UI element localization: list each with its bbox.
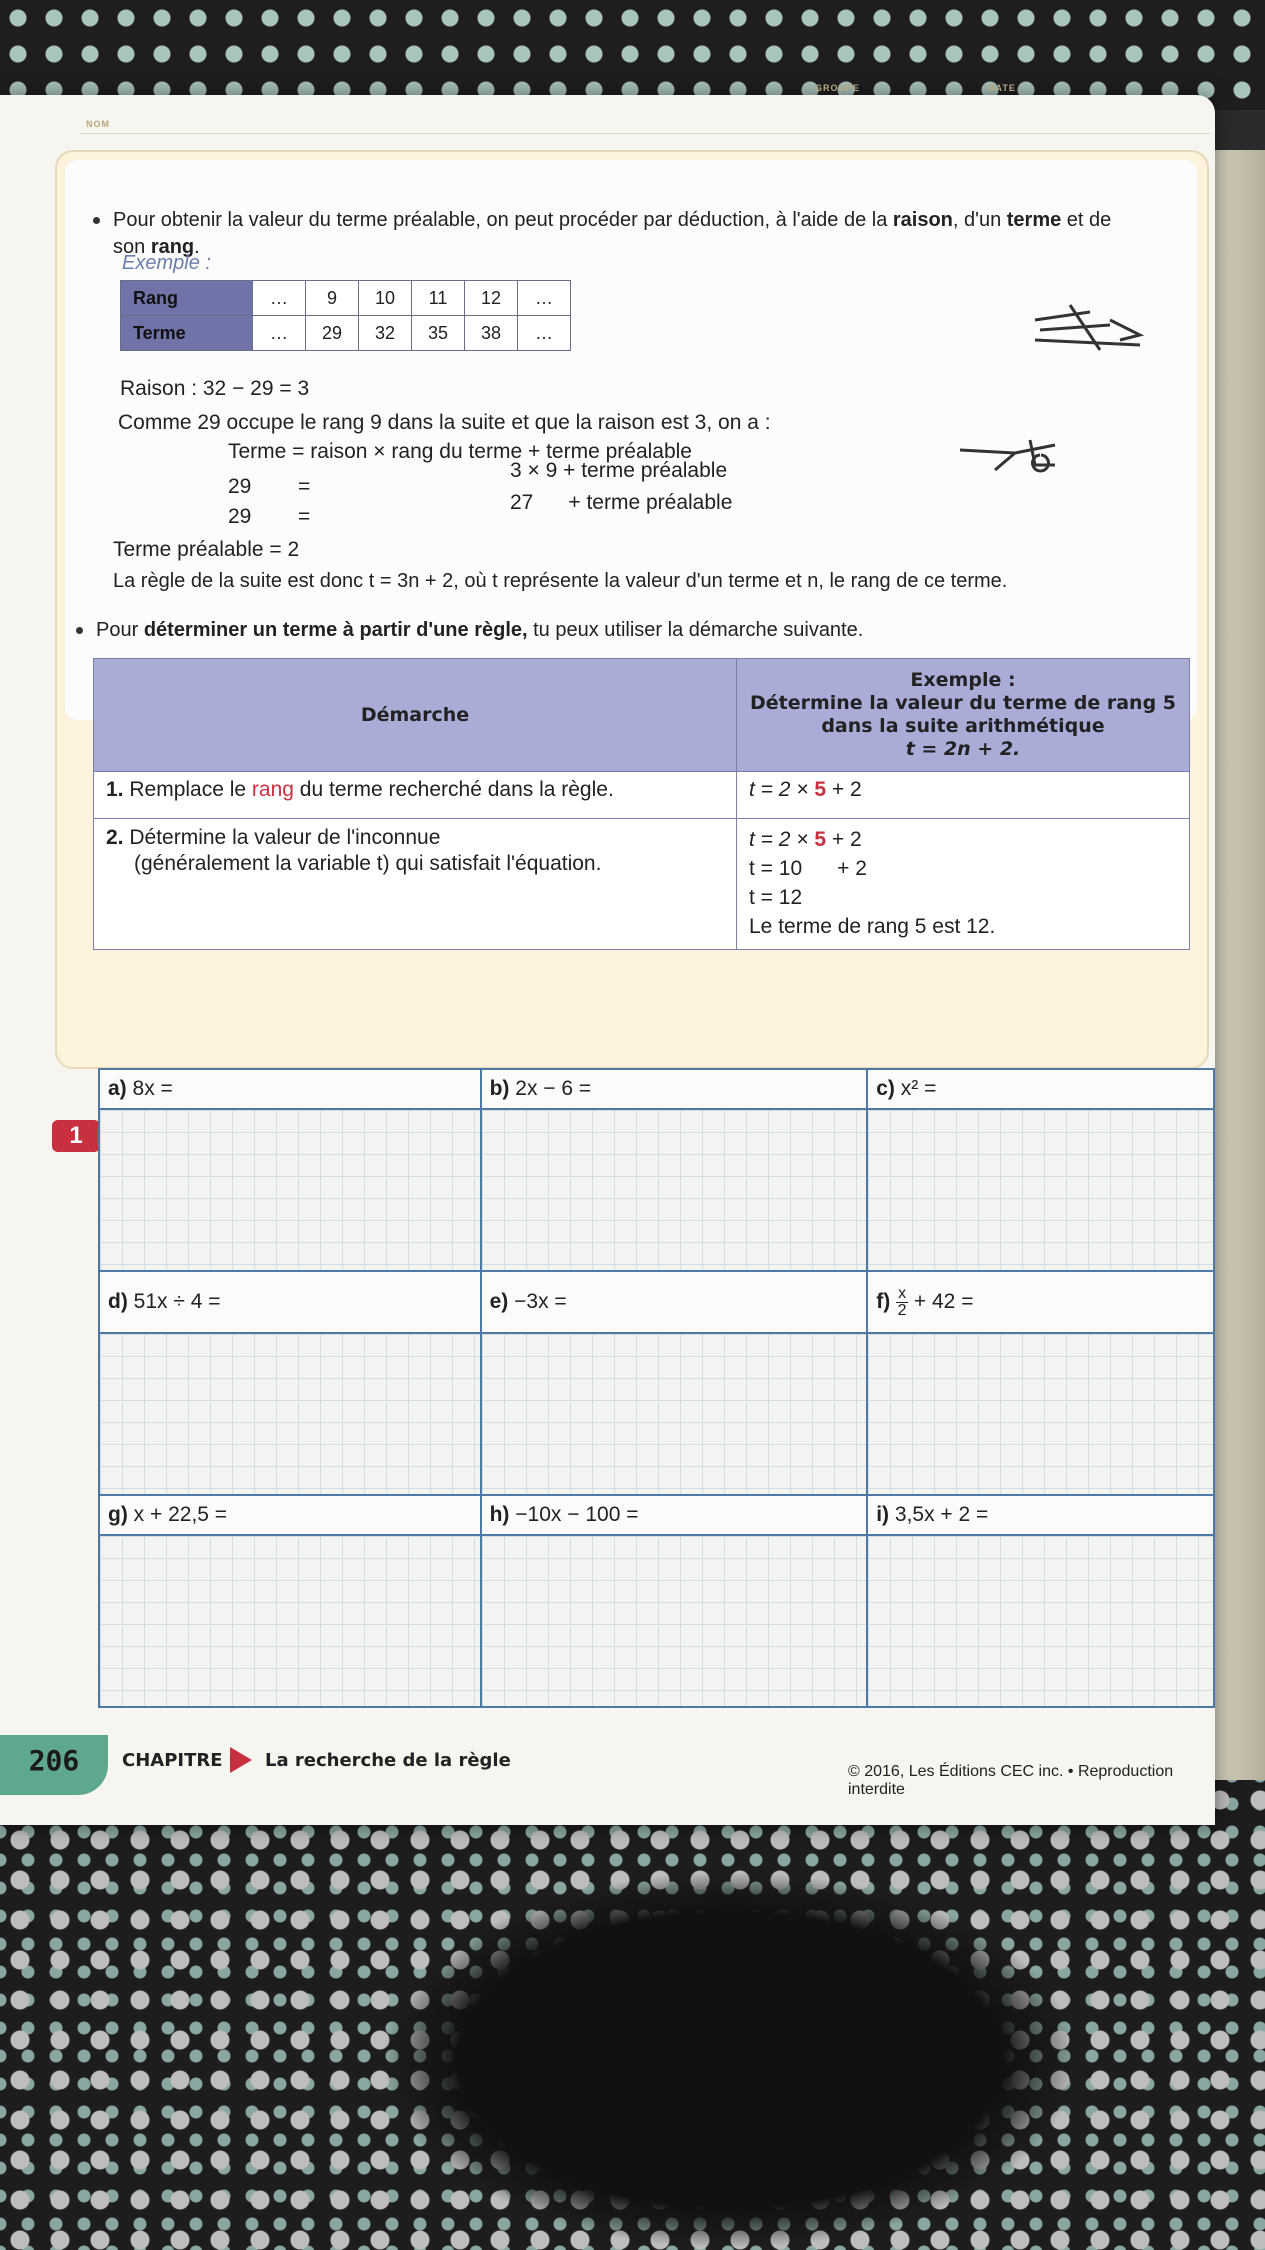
bullet1-bold-rang: rang bbox=[150, 236, 195, 258]
exercise-answer-grid bbox=[98, 1068, 1215, 1708]
equation-2-right: 27 + terme préalable bbox=[510, 491, 733, 514]
doodle-sketch-2 bbox=[955, 435, 1065, 485]
table-row bbox=[99, 1333, 1214, 1495]
terme-header: Terme bbox=[121, 316, 253, 351]
expression-label: b) bbox=[489, 1077, 510, 1100]
page-header bbox=[80, 83, 1210, 134]
expression-f bbox=[867, 1271, 1214, 1333]
expression-text: 8x = bbox=[132, 1077, 173, 1100]
expression-text: 3,5x + 2 = bbox=[894, 1503, 989, 1526]
answer-area-i[interactable] bbox=[867, 1535, 1214, 1707]
answer-area-b[interactable] bbox=[481, 1109, 868, 1271]
fabric-shadow bbox=[380, 1870, 1080, 2250]
bullet2-text-end: tu peux utiliser la démarche suivante. bbox=[527, 619, 864, 641]
raison-line: Raison : 32 − 29 = 3 bbox=[120, 377, 310, 400]
expression-label: e) bbox=[489, 1290, 509, 1313]
chapter-arrow-icon bbox=[230, 1747, 252, 1773]
table-cell: 32 bbox=[359, 316, 412, 351]
bullet1-bold-terme: terme bbox=[1006, 209, 1062, 231]
step-1-text bbox=[94, 772, 737, 819]
step-2-example-a: t = 2 × bbox=[749, 828, 815, 851]
answer-area-h[interactable] bbox=[481, 1535, 868, 1707]
table-cell: 10 bbox=[359, 281, 412, 316]
copyright-notice: © 2016, Les Éditions CEC inc. • Reproduction interdite bbox=[848, 1763, 1174, 1798]
equation-1-right: 3 × 9 + terme préalable bbox=[510, 459, 728, 482]
expression-text: −10x − 100 = bbox=[515, 1503, 639, 1526]
formula-line: Terme = raison × rang du terme + terme préalable bbox=[228, 440, 692, 463]
example-label: Exemple : bbox=[122, 252, 211, 274]
example-header-line2: dans la suite arithmétique bbox=[821, 715, 1105, 737]
page-number-tab: 206 bbox=[0, 1735, 108, 1795]
step-1-number: 1. bbox=[106, 778, 124, 801]
equation-2-left: 29 bbox=[228, 505, 252, 528]
expression-c bbox=[867, 1069, 1214, 1109]
bullet1-bold-raison: raison bbox=[892, 209, 953, 231]
expression-label: i) bbox=[876, 1503, 890, 1526]
expression-label: g) bbox=[108, 1503, 128, 1526]
step-2-text-line1: Détermine la valeur de l'inconnue bbox=[129, 826, 441, 849]
expression-text: x + 22,5 = bbox=[133, 1503, 228, 1526]
table-cell: 35 bbox=[412, 316, 465, 351]
step-1-example bbox=[737, 772, 1190, 819]
step-2-example-b: + 2 bbox=[826, 828, 862, 851]
rang-header: Rang bbox=[121, 281, 253, 316]
step-1-text-red: rang bbox=[251, 778, 294, 801]
fraction-numerator: x bbox=[898, 1284, 907, 1302]
step-2-example bbox=[737, 819, 1190, 950]
expression-label: c) bbox=[876, 1077, 895, 1100]
step-1-text-b: du terme recherché dans la règle. bbox=[293, 778, 614, 801]
step-2-example-red: 5 bbox=[814, 828, 827, 851]
answer-area-d[interactable] bbox=[99, 1333, 481, 1495]
table-cell: … bbox=[518, 281, 571, 316]
rule-line: La règle de la suite est donc t = 3n + 2, où t représente la valeur d'un terme et n, le rang de ce terme. bbox=[113, 570, 1008, 592]
table-row bbox=[94, 819, 1190, 950]
workbook-page bbox=[0, 83, 1215, 1825]
step-2-example-line1 bbox=[749, 825, 1177, 854]
example-header-rule: t = 2n + 2. bbox=[905, 738, 1021, 760]
equation-1-equals: = bbox=[298, 475, 311, 498]
example-header-line1: Détermine la valeur du terme de rang 5 bbox=[749, 692, 1177, 714]
answer-area-c[interactable] bbox=[867, 1109, 1214, 1271]
table-cell: 38 bbox=[465, 316, 518, 351]
table-cell: … bbox=[518, 316, 571, 351]
nom-label: NOM bbox=[86, 119, 110, 129]
doodle-sketch-1 bbox=[1030, 300, 1150, 360]
table-row-terme bbox=[121, 316, 571, 351]
table-cell: 12 bbox=[465, 281, 518, 316]
expression-d bbox=[99, 1271, 481, 1333]
table-row bbox=[99, 1535, 1214, 1707]
theory-bullet-demarche bbox=[96, 617, 863, 644]
step-2-text bbox=[94, 819, 737, 950]
demarche-header: Démarche bbox=[94, 659, 737, 772]
answer-area-f[interactable] bbox=[867, 1333, 1214, 1495]
terme-prealable-line: Terme préalable = 2 bbox=[113, 538, 300, 561]
bullet1-text: Pour obtenir la valeur du terme préalable, on peut procéder par déduction, à l'aide de la bbox=[113, 209, 893, 231]
demarche-header-row bbox=[94, 659, 1190, 772]
table-cell: … bbox=[253, 281, 306, 316]
answer-area-a[interactable] bbox=[99, 1109, 481, 1271]
table-cell: … bbox=[253, 316, 306, 351]
table-row bbox=[99, 1271, 1214, 1333]
bullet1-text-mid: , d'un bbox=[952, 209, 1007, 231]
expression-g bbox=[99, 1495, 481, 1535]
expression-text: 2x − 6 = bbox=[515, 1077, 592, 1100]
step-2-number: 2. bbox=[106, 826, 124, 849]
expression-label: d) bbox=[108, 1290, 128, 1313]
chapter-label: CHAPITRE 6 bbox=[122, 1750, 242, 1771]
expression-text: + 42 = bbox=[908, 1289, 974, 1313]
expression-text: x² = bbox=[900, 1077, 937, 1100]
exercise-number-badge: 1 bbox=[52, 1120, 100, 1152]
bullet2-bold: déterminer un terme à partir d'une règle, bbox=[143, 619, 528, 641]
bullet1-text-end: . bbox=[194, 236, 200, 258]
table-cell: 29 bbox=[306, 316, 359, 351]
bullet1-text-mid2: et de son bbox=[113, 209, 1112, 258]
table-cell: 11 bbox=[412, 281, 465, 316]
theory-bullet-raison bbox=[113, 207, 1113, 261]
step-2-example-line3: t = 12 bbox=[749, 886, 803, 909]
equation-1-left: 29 bbox=[228, 475, 252, 498]
expression-b bbox=[481, 1069, 868, 1109]
expression-text: 51x ÷ 4 = bbox=[133, 1290, 221, 1313]
expression-h bbox=[481, 1495, 868, 1535]
table-cell: 9 bbox=[306, 281, 359, 316]
step-1-example-red: 5 bbox=[814, 778, 827, 801]
expression-a bbox=[99, 1069, 481, 1109]
expression-i bbox=[867, 1495, 1214, 1535]
equation-2-equals: = bbox=[298, 505, 311, 528]
step-1-example-a: t = 2 × bbox=[749, 778, 815, 801]
expression-text: −3x = bbox=[514, 1290, 567, 1313]
expression-label: h) bbox=[489, 1503, 510, 1526]
expression-label: f) bbox=[876, 1289, 891, 1313]
table-row bbox=[94, 772, 1190, 819]
table-row bbox=[99, 1109, 1214, 1271]
example-header-title: Exemple : bbox=[910, 669, 1016, 691]
table-row bbox=[99, 1495, 1214, 1535]
fraction-x-over-2 bbox=[896, 1286, 908, 1319]
step-1-text-a: Remplace le bbox=[129, 778, 252, 801]
explanation-line: Comme 29 occupe le rang 9 dans la suite et que la raison est 3, on a : bbox=[118, 411, 771, 434]
chapter-title: La recherche de la règle bbox=[265, 1750, 511, 1771]
groupe-label: GROUPE bbox=[815, 83, 861, 93]
background-object-right bbox=[1215, 150, 1265, 1790]
answer-area-g[interactable] bbox=[99, 1535, 481, 1707]
table-row bbox=[99, 1069, 1214, 1109]
sequence-example-table bbox=[120, 280, 571, 351]
step-2-example-conclusion: Le terme de rang 5 est 12. bbox=[749, 915, 996, 938]
step-2-example-line2: t = 10 + 2 bbox=[749, 857, 867, 880]
expression-e bbox=[481, 1271, 868, 1333]
step-2-text-line2: (généralement la variable t) qui satisfait l'équation. bbox=[134, 852, 602, 875]
date-label: DATE bbox=[988, 83, 1016, 93]
fraction-denominator: 2 bbox=[897, 1301, 907, 1319]
table-row-rang bbox=[121, 281, 571, 316]
example-header bbox=[737, 659, 1190, 772]
bullet2-text: Pour bbox=[96, 619, 144, 641]
demarche-table bbox=[93, 658, 1190, 950]
expression-label: a) bbox=[108, 1077, 127, 1100]
fabric-background-top bbox=[0, 0, 1265, 110]
step-1-example-b: + 2 bbox=[826, 778, 862, 801]
answer-area-e[interactable] bbox=[481, 1333, 868, 1495]
